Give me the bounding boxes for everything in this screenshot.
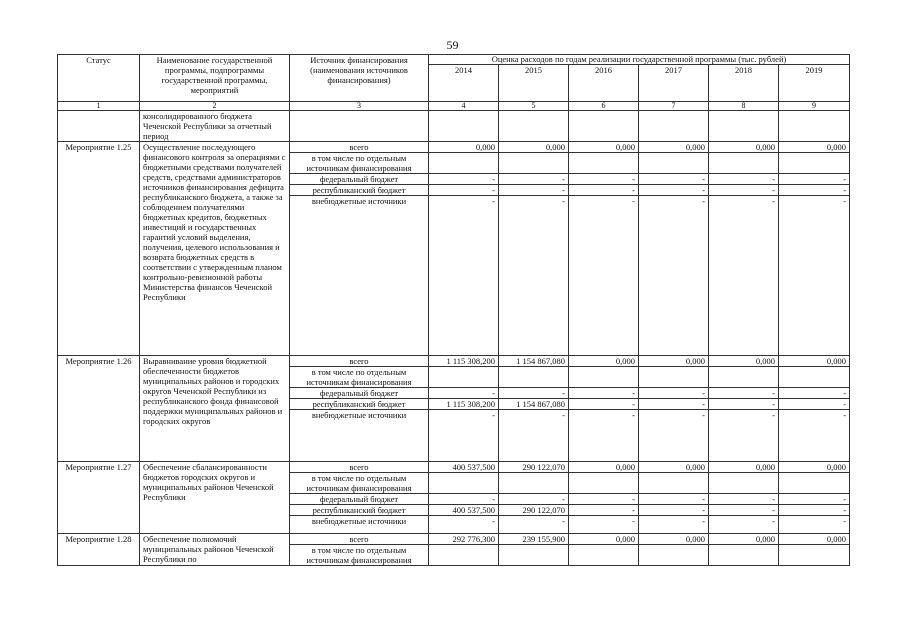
amount-cell: - <box>429 410 499 462</box>
amount-cell: 0,000 <box>779 142 850 153</box>
empty-cell <box>499 153 569 174</box>
empty-cell <box>290 111 429 142</box>
amount-cell: - <box>499 174 569 185</box>
measure-status: Мероприятие 1.26 <box>58 356 140 462</box>
amount-cell: 0,000 <box>779 356 850 367</box>
empty-cell <box>709 473 779 494</box>
col-number: 7 <box>639 102 709 111</box>
amount-cell: - <box>709 494 779 505</box>
amount-cell: - <box>709 399 779 410</box>
amount-cell: 1 115 308,200 <box>429 399 499 410</box>
amount-cell: 0,000 <box>429 142 499 153</box>
amount-cell: 0,000 <box>709 142 779 153</box>
empty-cell <box>639 153 709 174</box>
column-number-row <box>58 102 850 111</box>
empty-cell <box>499 473 569 494</box>
empty-cell <box>429 153 499 174</box>
amount-cell: 292 776,300 <box>429 534 499 545</box>
amount-cell: - <box>779 516 850 534</box>
source-label: федеральный бюджет <box>290 388 429 399</box>
amount-cell: - <box>499 388 569 399</box>
measure-name: Выравнивание уровня бюджетной обеспеченности бюджетов муниципальных районов и городских округов Чеченской Республики из республиканского фонда финансовой поддержки муниципальных районов и городских округов <box>140 356 290 462</box>
source-label: в том числе по отдельным источникам финансирования <box>290 153 429 174</box>
amount-cell: - <box>569 494 639 505</box>
col-number: 9 <box>779 102 850 111</box>
empty-cell <box>709 545 779 566</box>
amount-cell: 0,000 <box>569 534 639 545</box>
source-label: республиканский бюджет <box>290 185 429 196</box>
amount-cell: - <box>639 185 709 196</box>
amount-cell: - <box>639 399 709 410</box>
empty-cell <box>639 545 709 566</box>
source-label: всего <box>290 462 429 473</box>
amount-cell: - <box>569 185 639 196</box>
col-number: 2 <box>140 102 290 111</box>
col-number: 3 <box>290 102 429 111</box>
empty-cell <box>779 367 850 388</box>
empty-cell <box>499 367 569 388</box>
amount-cell: 0,000 <box>569 462 639 473</box>
measure-status: Мероприятие 1.27 <box>58 462 140 534</box>
amount-cell: - <box>779 196 850 356</box>
source-label: федеральный бюджет <box>290 494 429 505</box>
amount-cell: - <box>709 388 779 399</box>
amount-cell: - <box>779 410 850 462</box>
col-number: 8 <box>709 102 779 111</box>
amount-cell: - <box>499 185 569 196</box>
amount-cell: 0,000 <box>709 534 779 545</box>
amount-cell: - <box>779 505 850 516</box>
empty-cell <box>639 367 709 388</box>
amount-cell: 290 122,070 <box>499 462 569 473</box>
measure-row-total <box>58 462 850 473</box>
amount-cell: 0,000 <box>639 142 709 153</box>
empty-cell <box>429 111 499 142</box>
empty-cell <box>569 153 639 174</box>
col-number: 1 <box>58 102 140 111</box>
header-source: Источник финансирования (наименования источников финансирования) <box>290 55 429 102</box>
amount-cell: - <box>429 388 499 399</box>
source-label: в том числе по отдельным источникам финансирования <box>290 473 429 494</box>
amount-cell: - <box>499 494 569 505</box>
measure-row-total <box>58 534 850 545</box>
continuation-text: консолидированного бюджета Чеченской Республики за отчетный период <box>140 111 290 142</box>
source-label: в том числе по отдельным источникам финансирования <box>290 545 429 566</box>
amount-cell: - <box>569 399 639 410</box>
measure-row-total <box>58 356 850 367</box>
measure-status: Мероприятие 1.28 <box>58 534 140 566</box>
amount-cell: - <box>639 196 709 356</box>
source-label: всего <box>290 534 429 545</box>
empty-cell <box>569 111 639 142</box>
amount-cell: 0,000 <box>779 534 850 545</box>
amount-cell: 0,000 <box>639 356 709 367</box>
measure-name: Обеспечение сбалансированности бюджетов городских округов и муниципальных районов Чеченской Республики <box>140 462 290 534</box>
empty-cell <box>779 153 850 174</box>
measure-row-total <box>58 142 850 153</box>
header-year: 2018 <box>709 65 779 102</box>
amount-cell: - <box>639 505 709 516</box>
amount-cell: - <box>639 388 709 399</box>
header-year: 2015 <box>499 65 569 102</box>
amount-cell: - <box>779 174 850 185</box>
empty-cell <box>709 367 779 388</box>
header-year: 2016 <box>569 65 639 102</box>
source-label: всего <box>290 356 429 367</box>
amount-cell: - <box>709 196 779 356</box>
source-label: республиканский бюджет <box>290 399 429 410</box>
amount-cell: - <box>779 399 850 410</box>
amount-cell: 290 122,070 <box>499 505 569 516</box>
empty-cell <box>499 111 569 142</box>
source-label: всего <box>290 142 429 153</box>
amount-cell: 0,000 <box>709 356 779 367</box>
amount-cell: - <box>569 505 639 516</box>
amount-cell: 0,000 <box>709 462 779 473</box>
amount-cell: 0,000 <box>569 356 639 367</box>
amount-cell: 1 154 867,080 <box>499 356 569 367</box>
empty-cell <box>429 473 499 494</box>
empty-cell <box>709 153 779 174</box>
amount-cell: - <box>569 410 639 462</box>
amount-cell: - <box>429 174 499 185</box>
measure-name: Обеспечение полномочий муниципальных районов Чеченской Республики по <box>140 534 290 566</box>
source-label: в том числе по отдельным источникам финансирования <box>290 367 429 388</box>
empty-cell <box>569 545 639 566</box>
amount-cell: - <box>499 196 569 356</box>
amount-cell: 0,000 <box>639 534 709 545</box>
page-number: 59 <box>446 38 459 52</box>
amount-cell: - <box>639 494 709 505</box>
empty-cell <box>499 545 569 566</box>
source-label: федеральный бюджет <box>290 174 429 185</box>
continuation-row <box>58 111 850 142</box>
col-number: 4 <box>429 102 499 111</box>
amount-cell: 400 537,500 <box>429 462 499 473</box>
amount-cell: - <box>499 410 569 462</box>
source-label: республиканский бюджет <box>290 505 429 516</box>
amount-cell: - <box>569 196 639 356</box>
header-year: 2019 <box>779 65 850 102</box>
empty-cell <box>58 111 140 142</box>
empty-cell <box>779 545 850 566</box>
amount-cell: - <box>569 174 639 185</box>
amount-cell: - <box>499 516 569 534</box>
amount-cell: 0,000 <box>499 142 569 153</box>
empty-cell <box>639 473 709 494</box>
amount-cell: - <box>569 388 639 399</box>
amount-cell: - <box>429 196 499 356</box>
header-year: 2017 <box>639 65 709 102</box>
amount-cell: - <box>709 505 779 516</box>
amount-cell: - <box>779 388 850 399</box>
amount-cell: - <box>779 494 850 505</box>
empty-cell <box>569 367 639 388</box>
amount-cell: - <box>709 410 779 462</box>
amount-cell: 0,000 <box>639 462 709 473</box>
amount-cell: 0,000 <box>779 462 850 473</box>
amount-cell: - <box>639 174 709 185</box>
amount-cell: - <box>779 185 850 196</box>
empty-cell <box>779 111 850 142</box>
source-label: внебюджетные источники <box>290 410 429 462</box>
header-year: 2014 <box>429 65 499 102</box>
amount-cell: - <box>709 516 779 534</box>
amount-cell: - <box>639 410 709 462</box>
header-estimate: Оценка расходов по годам реализации государственной программы (тыс. рублей) <box>429 55 850 65</box>
amount-cell: - <box>709 174 779 185</box>
header-name: Наименование государственной программы, подпрограммы государственной программы, мероприятий <box>140 55 290 102</box>
measure-status: Мероприятие 1.25 <box>58 142 140 356</box>
amount-cell: 1 154 867,080 <box>499 399 569 410</box>
col-number: 6 <box>569 102 639 111</box>
amount-cell: 400 537,500 <box>429 505 499 516</box>
empty-cell <box>639 111 709 142</box>
empty-cell <box>779 473 850 494</box>
empty-cell <box>429 545 499 566</box>
amount-cell: - <box>639 516 709 534</box>
empty-cell <box>569 473 639 494</box>
empty-cell <box>429 367 499 388</box>
amount-cell: 1 115 308,200 <box>429 356 499 367</box>
amount-cell: - <box>429 516 499 534</box>
amount-cell: 239 155,900 <box>499 534 569 545</box>
header-status: Статус <box>58 55 140 102</box>
source-label: внебюджетные источники <box>290 516 429 534</box>
empty-cell <box>709 111 779 142</box>
col-number: 5 <box>499 102 569 111</box>
header-row-top <box>58 55 850 65</box>
amount-cell: - <box>569 516 639 534</box>
measure-name: Осуществление последующего финансового контроля за операциями с бюджетными средствами получателей средств, средствами администраторов источников финансирования дефицита республиканского бюджета, а также за соблюдением получателями бюджетных кредитов, бюджетных инвестиций и государственных гарантий условий выделения, получения, целевого использования и возврата бюджетных средств в соответствии с утвержденным планом контрольно-ревизионной работы Министерства финансов Чеченской Республики <box>140 142 290 356</box>
budget-table <box>57 54 850 566</box>
source-label: внебюджетные источники <box>290 196 429 356</box>
amount-cell: - <box>429 494 499 505</box>
amount-cell: - <box>709 185 779 196</box>
amount-cell: - <box>429 185 499 196</box>
amount-cell: 0,000 <box>569 142 639 153</box>
